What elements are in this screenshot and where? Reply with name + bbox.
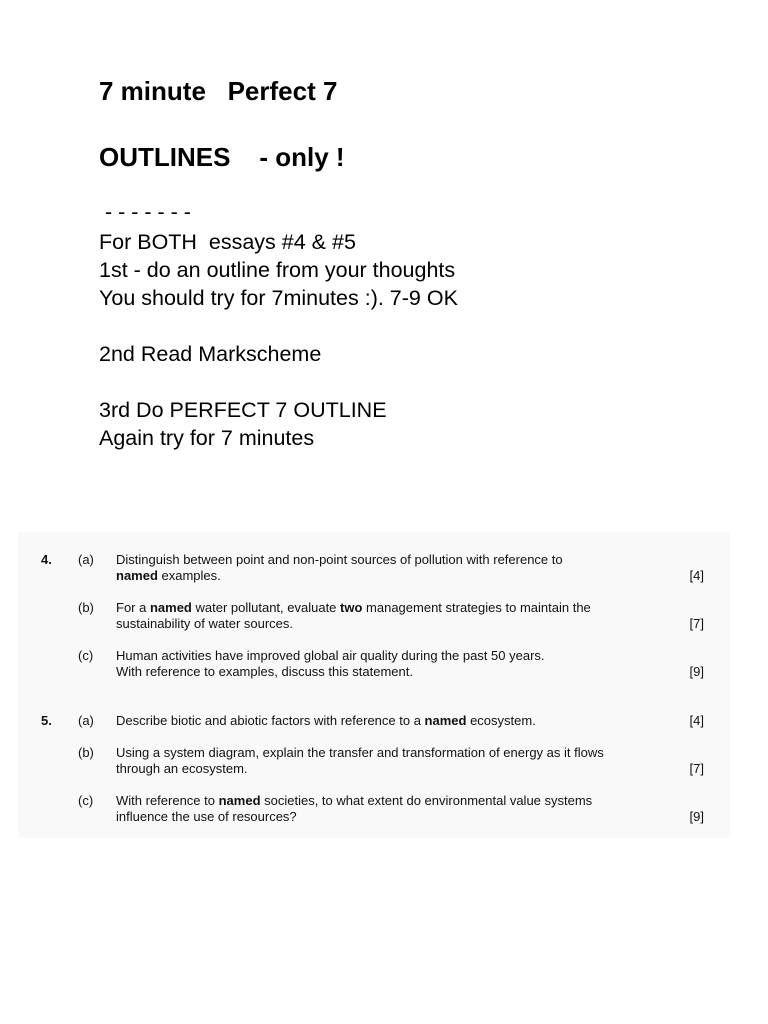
part-label: (b) xyxy=(78,600,94,615)
notes-title-line-1: 7 minute Perfect 7 xyxy=(99,76,338,106)
text-fragment: examples. xyxy=(157,568,221,583)
bold-term: named xyxy=(116,568,158,583)
instruction-line: You should try for 7minutes :). 7-9 OK xyxy=(99,286,458,310)
part-label: (a) xyxy=(78,713,94,728)
marks-value: [4] xyxy=(689,713,704,728)
bold-term: named xyxy=(218,793,261,808)
instruction-line: For BOTH essays #4 & #5 xyxy=(99,230,356,254)
text-fragment: With reference to xyxy=(116,793,219,808)
exam-questions-excerpt xyxy=(18,532,730,838)
bold-term: named xyxy=(424,713,467,728)
marks-value: [7] xyxy=(689,761,704,776)
bold-term: two xyxy=(340,600,363,615)
text-line: influence the use of resources? xyxy=(116,809,297,824)
text-line: Distinguish between point and non-point sources of pollution with reference to xyxy=(116,552,563,567)
marks-value: [9] xyxy=(689,809,704,824)
question-number: 5. xyxy=(41,713,52,728)
question-text xyxy=(116,552,676,584)
question-number: 4. xyxy=(41,552,52,567)
text-line: through an ecosystem. xyxy=(116,761,248,776)
part-label: (c) xyxy=(78,648,94,663)
question-text xyxy=(116,600,676,632)
bold-term: named xyxy=(149,600,192,615)
text-line: Human activities have improved global air quality during the past 50 years. xyxy=(116,648,545,663)
instruction-line: 3rd Do PERFECT 7 OUTLINE xyxy=(99,398,387,422)
question-text xyxy=(116,648,676,680)
instruction-line: 2nd Read Markscheme xyxy=(99,342,322,366)
instruction-line: 1st - do an outline from your thoughts xyxy=(99,258,456,282)
question-text xyxy=(116,793,676,825)
text-fragment: water pollutant, evaluate xyxy=(191,600,341,615)
question-text xyxy=(116,713,676,729)
text-fragment: Describe biotic and abiotic factors with reference to a xyxy=(116,713,425,728)
notes-title-line-2: OUTLINES - only ! xyxy=(99,142,345,172)
instruction-line: Again try for 7 minutes xyxy=(99,426,315,450)
text-fragment: management strategies to maintain the xyxy=(362,600,591,615)
marks-value: [9] xyxy=(689,664,704,679)
text-line: With reference to examples, discuss this statement. xyxy=(116,664,413,679)
text-line: Using a system diagram, explain the transfer and transformation of energy as it flows xyxy=(116,745,604,760)
marks-value: [7] xyxy=(689,616,704,631)
part-label: (b) xyxy=(78,745,94,760)
text-line: sustainability of water sources. xyxy=(116,616,294,631)
text-fragment: ecosystem. xyxy=(466,713,536,728)
marks-value: [4] xyxy=(689,568,704,583)
part-label: (c) xyxy=(78,793,94,808)
text-fragment: For a xyxy=(116,600,150,615)
text-fragment: societies, to what extent do environmental value systems xyxy=(260,793,593,808)
question-text xyxy=(116,745,676,777)
notes-divider: - - - - - - - xyxy=(105,200,191,224)
part-label: (a) xyxy=(78,552,94,567)
